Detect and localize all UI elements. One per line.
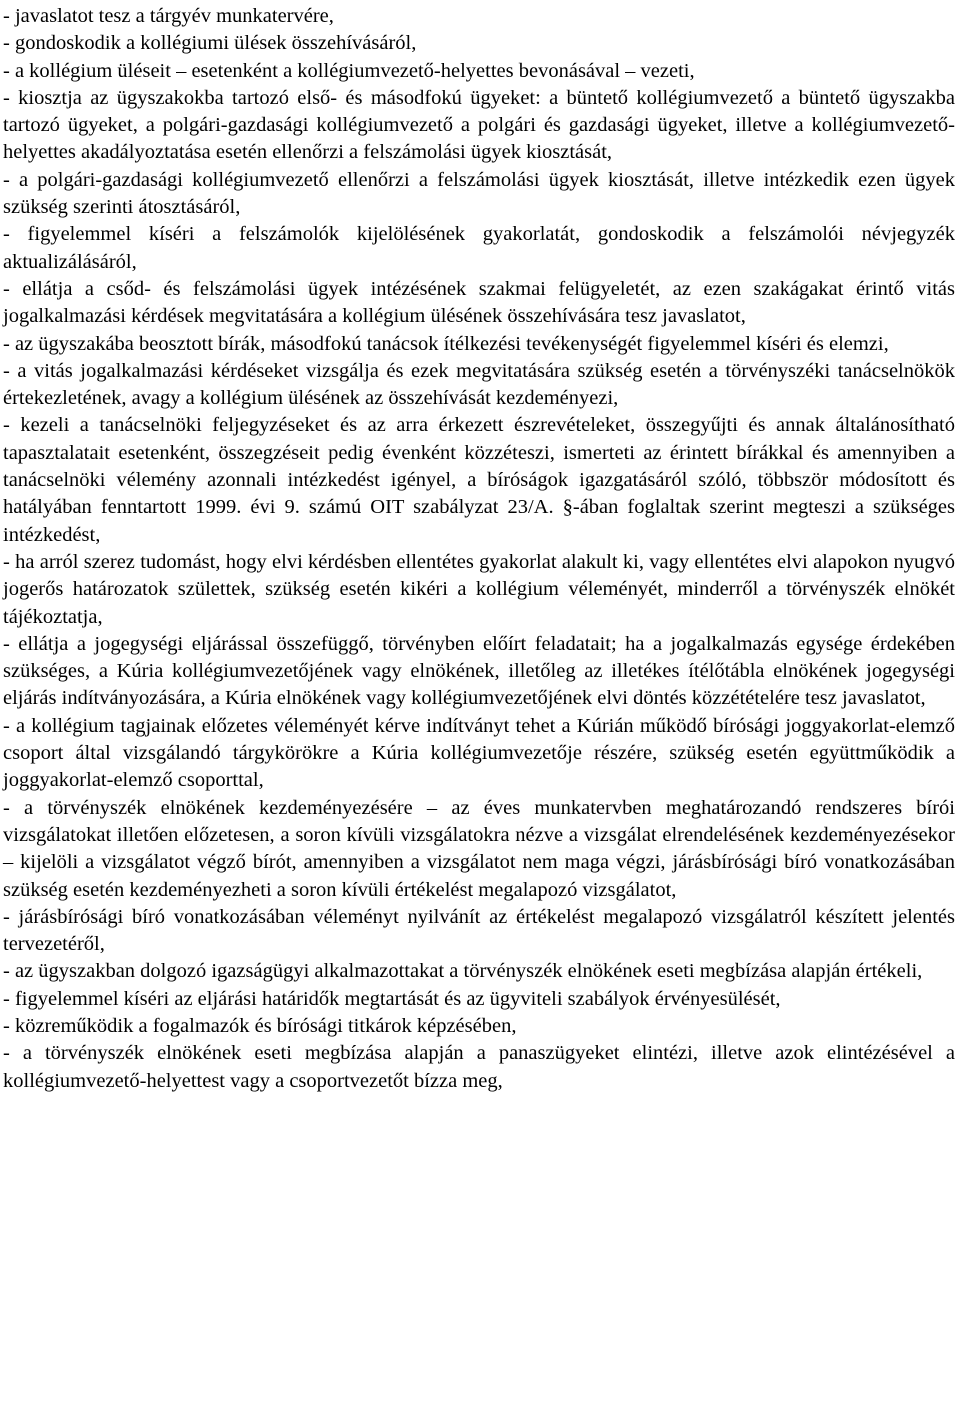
list-item: - a törvényszék elnökének kezdeményezésére – az éves munkatervben meghatározandó rendszeres bírói vizsgálatokat illetően előzetesen, a soron kívüli vizsgálatokra nézve a vizsgálat elrendelésének kezdeményezésekor – kijelöli a vizsgálatot végző bírót, amennyiben a vizsgálatot nem maga végzi, járásbírósági bíró vonatkozásában szükség esetén kezdeményezheti a soron kívüli értékelést megalapozó vizsgálatot,	[3, 796, 955, 901]
list-item: - az ügyszakába beosztott bírák, másodfokú tanácsok ítélkezési tevékenységét figyelemmel kíséri és elemzi,	[3, 332, 889, 355]
list-item: - kiosztja az ügyszakokba tartozó első- és másodfokú ügyeket: a büntető kollégiumvezető a büntető ügyszakba tartozó ügyeket, a polgári-gazdasági kollégiumvezető a polgári és gazdasági ügyeket, illetve a kollégiumvezető-helyettes akadályoztatása esetén ellenőrzi a felszámolási ügyek kiosztását,	[3, 86, 955, 164]
list-item: - a vitás jogalkalmazási kérdéseket vizsgálja és ezek megvitatására szükség esetén a törvényszéki tanácselnökök értekezletének, avagy a kollégium ülésének az összehívását kezdeményezi,	[3, 359, 955, 410]
list-item: - a polgári-gazdasági kollégiumvezető ellenőrzi a felszámolási ügyek kiosztását, illetve intézkedik ezen ügyek szükség szerinti átosztásáról,	[3, 168, 955, 219]
list-item: - a törvényszék elnökének eseti megbízása alapján a panaszügyeket elintézi, illetve azok elintézésével a kollégiumvezető-helyettest vagy a csoportvezetőt bízza meg,	[3, 1042, 955, 1092]
list-item: - ellátja a jogegységi eljárással összefüggő, törvényben előírt feladatait; ha a jogalkalmazás egysége érdekében szükséges, a Kúria kollégiumvezetőjének vagy elnökének, illetőleg az illetékes ítélőtábla elnökének jogegységi eljárás indítványozására, a Kúria elnökének vagy kollégiumvezetőjének elvi döntés közzétételére tesz javaslatot,	[3, 632, 955, 710]
list-item: - járásbírósági bíró vonatkozásában véleményt nyilvánít az értékelést megalapozó vizsgálatról készített jelentés tervezetéről,	[3, 905, 955, 956]
list-item: - figyelemmel kíséri a felszámolók kijelölésének gyakorlatát, gondoskodik a felszámolói névjegyzék aktualizálásáról,	[3, 223, 955, 273]
list-item: - a kollégium üléseit – esetenként a kollégiumvezető-helyettes bevonásával – vezeti,	[3, 59, 695, 82]
list-item: - gondoskodik a kollégiumi ülések összehívásáról,	[3, 32, 417, 55]
list-item: - ha arról szerez tudomást, hogy elvi kérdésben ellentétes gyakorlat alakult ki, vagy ellentétes elvi alapokon nyugvó jogerős határozatok születtek, szükség esetén kikéri a kollégium véleményét, minderről a törvényszék elnökét tájékoztatja,	[3, 550, 955, 628]
document-body	[3, 3, 955, 1095]
list-item: - javaslatot tesz a tárgyév munkatervére,	[3, 5, 334, 27]
list-item: - kezeli a tanácselnöki feljegyzéseket és az arra érkezett észrevételeket, összegyűjti és annak általánosítható tapasztalatait esetenként, összegzéseit pedig évenként közzéteszi, ismerteti az érintett bírákkal és amennyiben a tanácselnöki vélemény azonnali intézkedést igényel, a bíróságok igazgatásáról szóló, többször módosított és hatályában fenntartott 1999. évi 9. számú OIT szabályzat 23/A. §-ában foglaltak szerint megteszi a szükséges intézkedést,	[3, 414, 955, 546]
list-item: - figyelemmel kíséri az eljárási határidők megtartását és az ügyviteli szabályok érvényesülését,	[3, 987, 781, 1010]
list-item: - a kollégium tagjainak előzetes véleményét kérve indítványt tehet a Kúrián működő bírósági joggyakorlat-elemző csoport által vizsgálandó tárgykörökre a Kúria kollégiumvezetője részére, szükség esetén együttműködik a joggyakorlat-elemző csoporttal,	[3, 714, 955, 792]
list-item: - közreműködik a fogalmazók és bírósági titkárok képzésében,	[3, 1014, 517, 1037]
list-item: - ellátja a csőd- és felszámolási ügyek intézésének szakmai felügyeletét, az ezen szakágakat érintő vitás jogalkalmazási kérdések megvitatására a kollégium ülésének összehívására tesz javaslatot,	[3, 277, 955, 328]
list-item: - az ügyszakban dolgozó igazságügyi alkalmazottakat a törvényszék elnökének eseti megbízása alapján értékeli,	[3, 960, 923, 983]
